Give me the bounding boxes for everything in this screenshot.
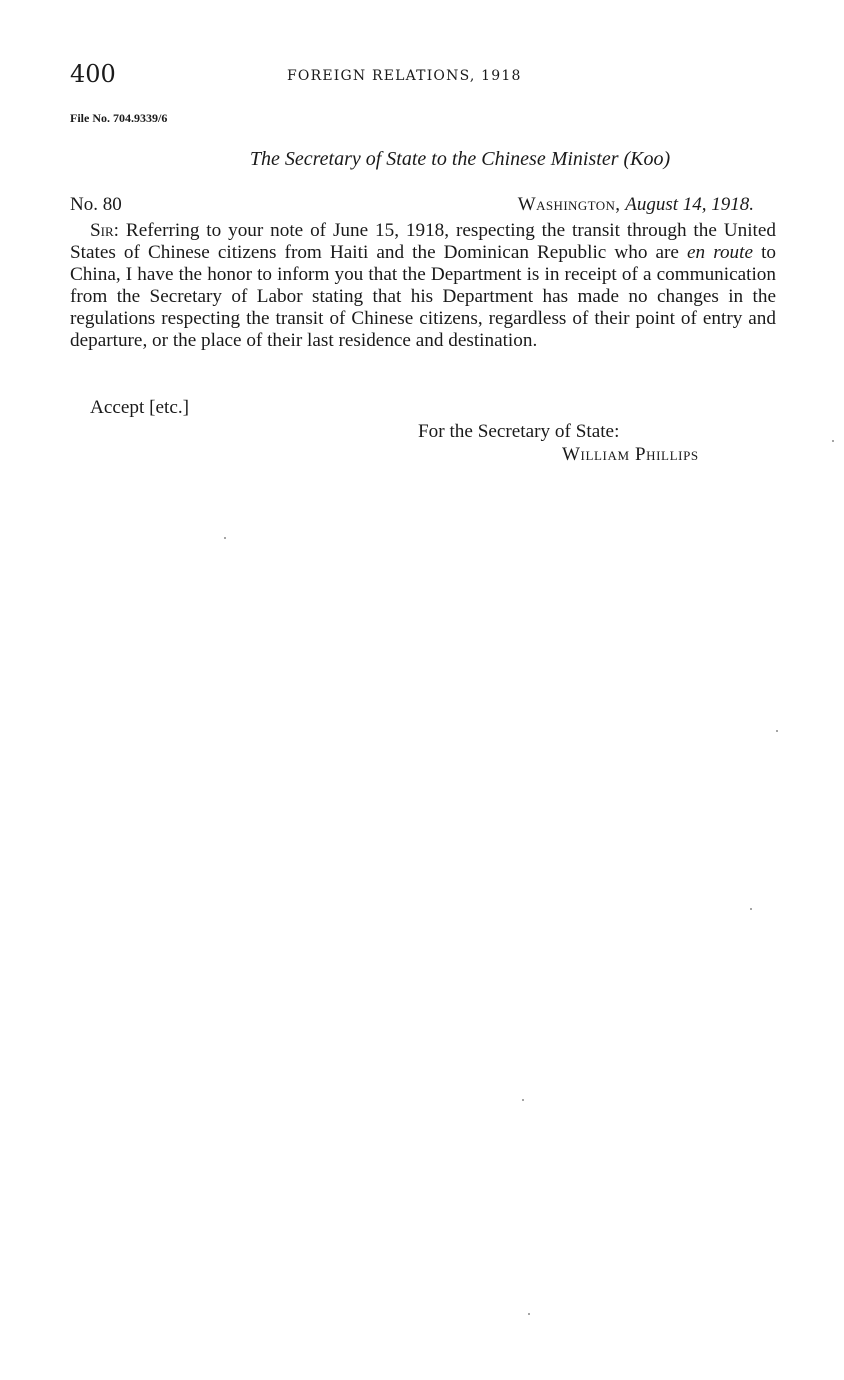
running-head: FOREIGN RELATIONS, 1918: [287, 68, 522, 84]
dateline: [70, 194, 754, 216]
salutation-punctuation: :: [113, 220, 126, 241]
place-and-date: [518, 194, 754, 216]
scan-speck: [776, 730, 778, 732]
document-title: [70, 146, 844, 172]
body-italic-phrase: en route: [687, 242, 753, 263]
scan-speck: [522, 1099, 524, 1101]
document-title-name: Koo: [630, 148, 664, 170]
signer-name: William Phillips: [562, 444, 699, 465]
scan-speck: [224, 537, 226, 539]
signoff: For the Secretary of State:: [418, 421, 620, 442]
body-text-part2: to China, I have the honor to inform you that the Department is in receipt of a communication from the Secretary of Labor stating that his Department has made no changes in the regulations respecting the transit of Chinese citizens, regardless of their point of entry and departure, or the place of their last residence and destination.: [70, 242, 776, 351]
salutation: Sir: [90, 220, 114, 241]
document-title-suffix: ): [663, 148, 671, 170]
body-text-part1: Referring to your note of June 15, 1918, respecting the transit through the United States of Chinese citizens from Haiti and the Dominican Republic who are: [70, 220, 776, 263]
letter-paragraph: [70, 220, 776, 352]
scan-speck: [832, 440, 834, 442]
closing: Accept [etc.]: [90, 397, 190, 418]
file-number: File No. 704.9339/6: [70, 111, 168, 125]
scan-speck: [528, 1313, 530, 1315]
letter-body: [70, 220, 776, 352]
document-title-prefix: The Secretary of State to the Chinese Minister (: [249, 148, 631, 170]
page-number: 400: [70, 60, 116, 88]
scan-speck: [750, 908, 752, 910]
dateline-date: August 14, 1918.: [625, 194, 754, 215]
dateline-place: Washington,: [517, 194, 621, 215]
document-number: No. 80: [70, 194, 122, 215]
